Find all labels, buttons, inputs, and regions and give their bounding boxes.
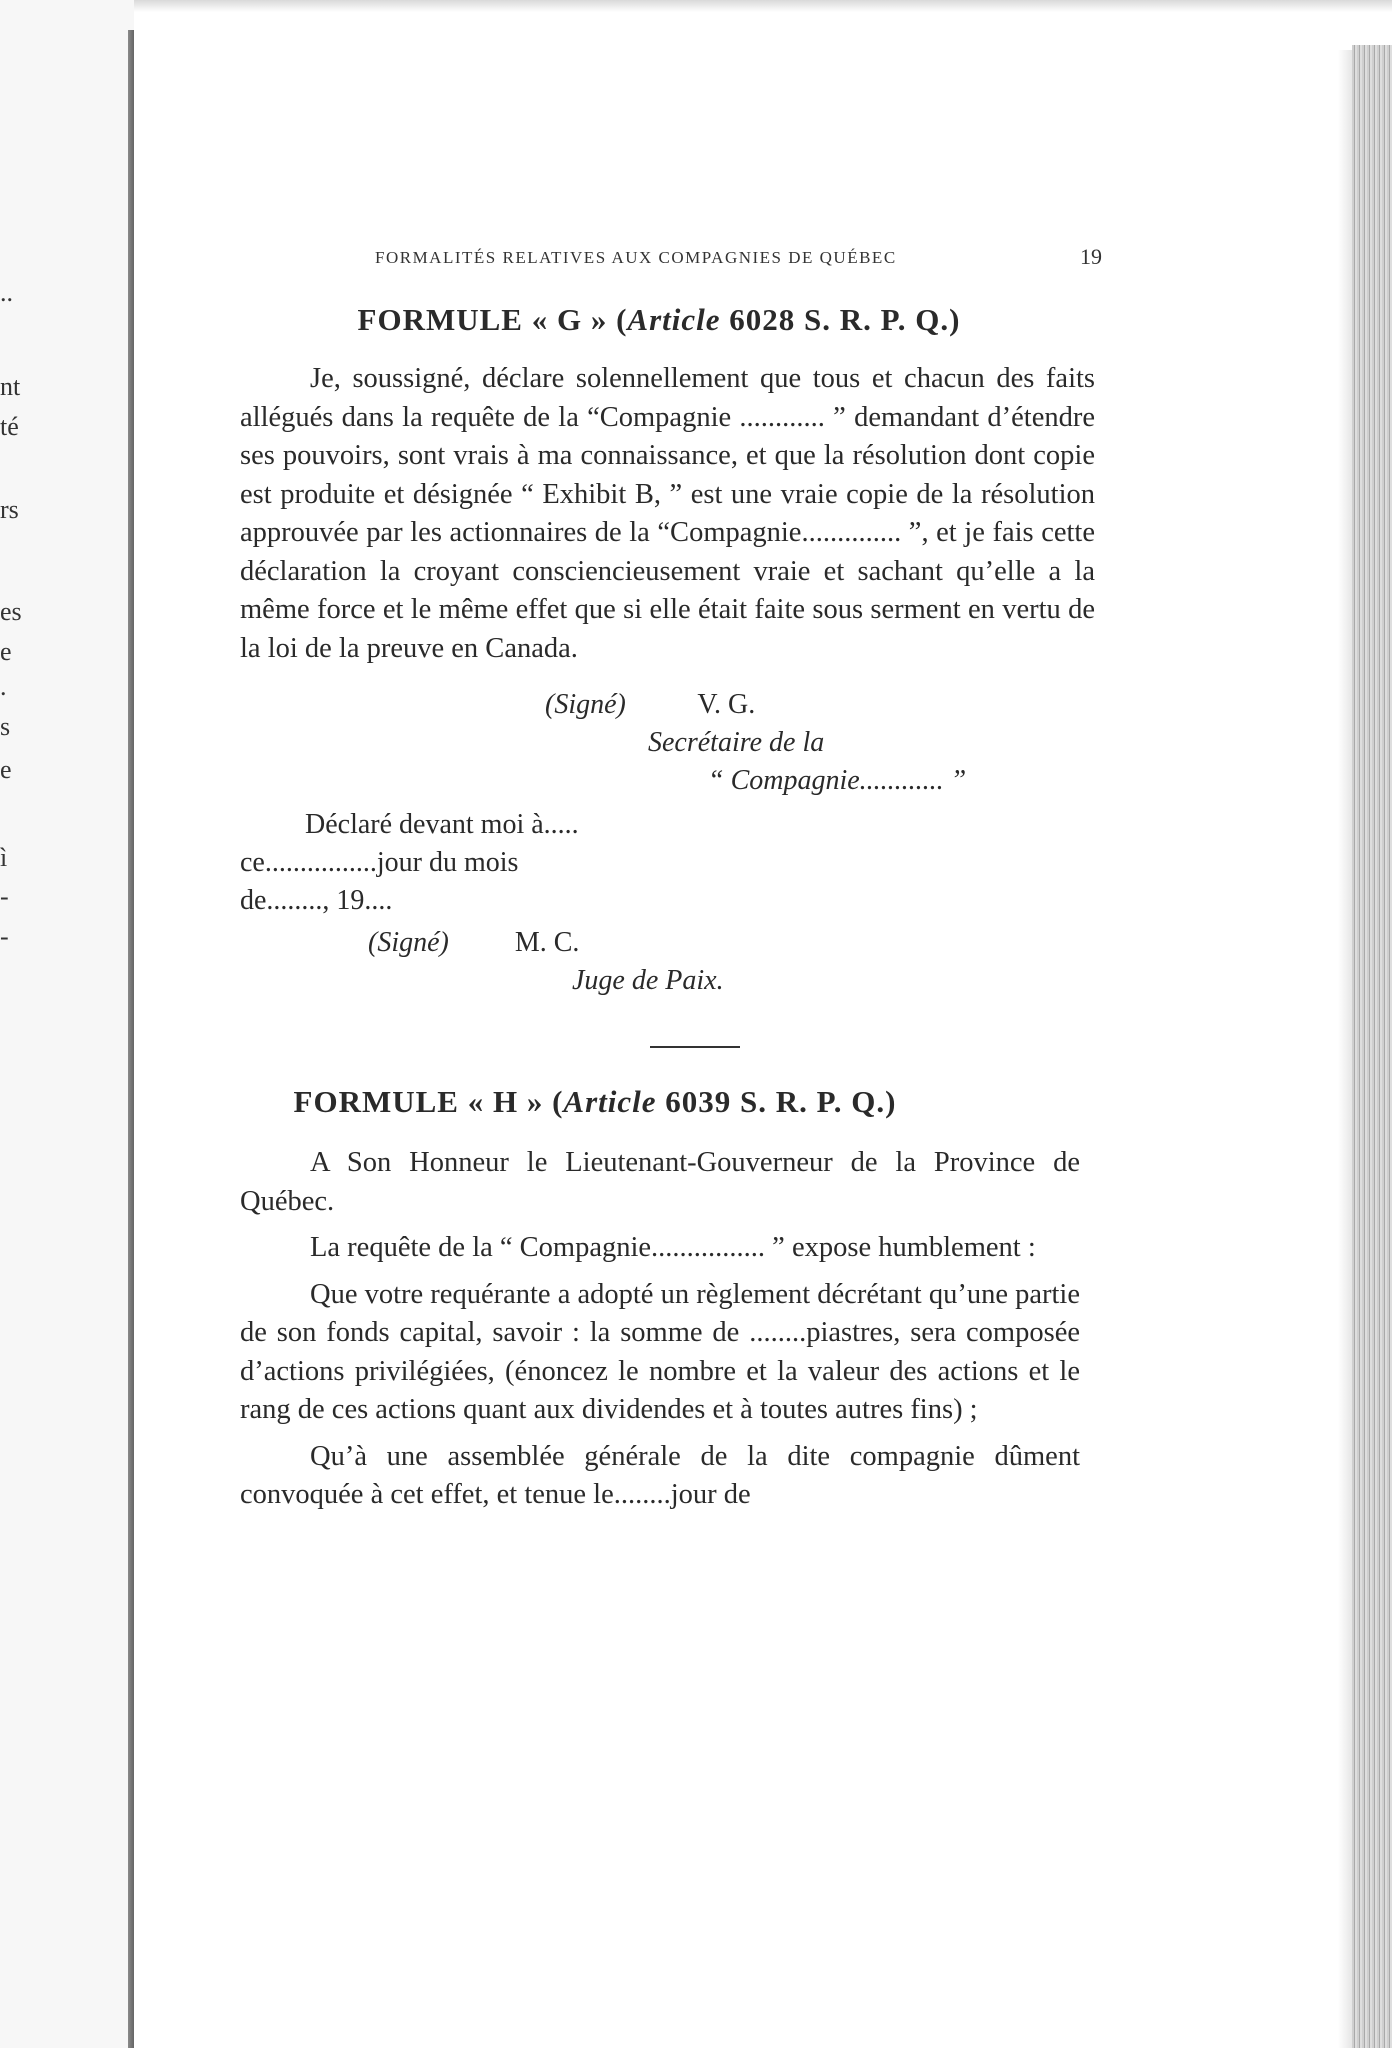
formule-h-para-4: Qu’à une assemblée générale de la dite compagnie dûment convoquée à cet effet, et tenue le........jour de	[240, 1440, 1080, 1510]
formule-h-para-3: Que votre requérante a adopté un règlement décrétant qu’une partie de son fonds capital, savoir : la somme de ........piastres, sera composée d’actions privilégiées, (énoncez le nombre et la valeur des actions et le rang de ces actions quant aux dividendes et à toutes autres fins) ;	[240, 1278, 1080, 1425]
judge-title: Juge de Paix.	[572, 965, 724, 996]
signature-line-judge	[368, 924, 1100, 962]
scan-top-shadow	[0, 0, 1392, 12]
signer-initials: V. G.	[697, 689, 756, 720]
margin-fragment: ì	[0, 843, 8, 872]
formule-h-para-1: A Son Honneur le Lieutenant-Gouverneur de la Province de Québec.	[240, 1147, 1080, 1217]
margin-fragment: e	[0, 637, 12, 666]
formule-g-body: Je, soussigné, déclare solennellement que tous et chacun des faits allégués dans la requête de la “Compagnie ............ ” demandant d’étendre ses pouvoirs, sont vrais à ma connaissance, et que la résolution dont copie est produite et désignée “ Exhibit B, ” est une vraie copie de la résolution approuvée par les actionnaires de la “Compagnie.............. ”, et je fais cette déclaration la croyant consciencieusement vraie et sachant qu’elle a la même force et le même effet que si elle était faite sous serment en vertu de la loi de la preuve en Canada.	[240, 363, 1095, 664]
margin-fragment: té	[0, 412, 19, 441]
margin-fragment: -	[0, 882, 9, 911]
margin-fragment: nt	[0, 372, 21, 401]
margin-fragment: .	[0, 672, 7, 701]
margin-fragment: rs	[0, 495, 19, 524]
signer-title-line2: “ Compagnie............ ”	[708, 765, 967, 796]
margin-fragment: ..	[0, 278, 13, 307]
formule-h-para-2: La requête de la “ Compagnie................ ” expose humblement :	[310, 1232, 1036, 1263]
declared-line-1: Déclaré devant moi à.....	[305, 809, 579, 840]
margin-fragment: es	[0, 597, 22, 626]
judge-initials: M. C.	[514, 927, 580, 958]
declared-line-2: ce................jour du mois	[240, 847, 519, 878]
running-head-title: FORMALITÉS RELATIVES AUX COMPAGNIES DE QUÉBEC	[375, 248, 897, 267]
margin-fragment: e	[0, 755, 12, 784]
signer-title-line1: Secrétaire de la	[648, 727, 825, 758]
margin-fragment: s	[0, 712, 11, 741]
book-page	[240, 240, 1100, 1515]
formule-g-heading: FORMULE « G » (Article 6028 S. R. P. Q.)	[357, 302, 961, 337]
running-head	[240, 240, 1100, 270]
page-curl-shadow	[1338, 50, 1352, 2048]
signature-line-g	[545, 686, 1100, 724]
signed-label: (Signé)	[545, 689, 626, 720]
signed-label: (Signé)	[368, 927, 449, 958]
declared-line-3: de........, 19....	[240, 885, 393, 916]
book-spine	[128, 30, 134, 2048]
formule-h-heading: FORMULE « H » (Article 6039 S. R. P. Q.)	[293, 1084, 897, 1119]
margin-fragment: -	[0, 922, 9, 951]
facing-page-edge	[0, 0, 134, 2048]
page-stack-edge	[1352, 45, 1392, 2048]
page-number: 19	[1080, 244, 1102, 269]
